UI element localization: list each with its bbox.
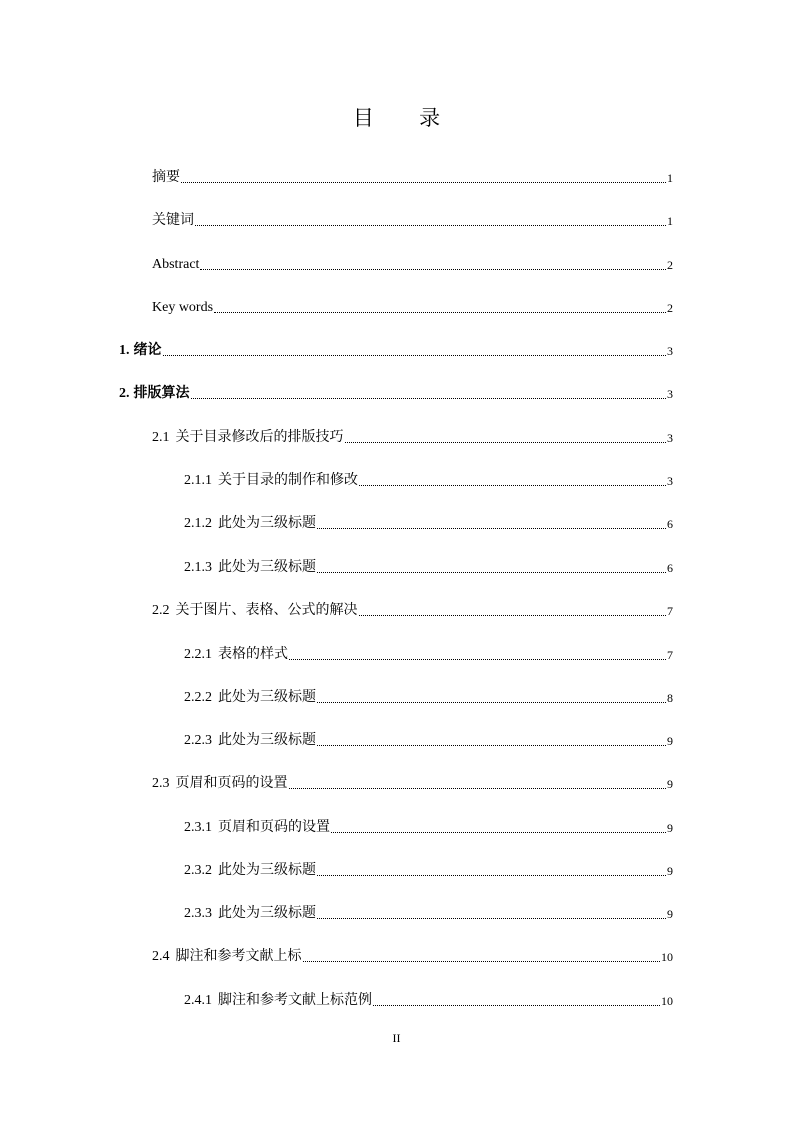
dot-leader (317, 745, 666, 746)
dot-leader (331, 832, 666, 833)
toc-entry-section-2-4-1[interactable] (184, 991, 673, 1011)
toc-entry-label: 2.4 脚注和参考文献上标 (152, 947, 302, 967)
toc-entry-label: 2.2.2 此处为三级标题 (184, 688, 316, 708)
toc-entry-section-2-1-1[interactable] (184, 471, 673, 491)
toc-entry-section-2-2-3[interactable] (184, 731, 673, 751)
toc-entry-label: 2.1 关于目录修改后的排版技巧 (152, 428, 344, 448)
toc-entry-section-2-2-2[interactable] (184, 688, 673, 708)
toc-entry-number: 1. (119, 343, 130, 358)
toc-entry-label: 摘要 (152, 170, 180, 185)
toc-page-number: 9 (667, 864, 673, 878)
toc-entry-label: 2.1.2 此处为三级标题 (184, 514, 316, 534)
dot-leader (163, 355, 667, 356)
toc-entry-label: 2.2.3 此处为三级标题 (184, 731, 316, 751)
dot-leader (317, 528, 666, 529)
toc-entry-chapter-1[interactable] (119, 341, 673, 361)
toc-entry-number: 2.3.3 (184, 906, 212, 921)
toc-entry-section-2-3-2[interactable] (184, 861, 673, 881)
toc-entry-abstract-cn[interactable] (152, 168, 673, 188)
dot-leader (359, 615, 667, 616)
toc-entry-keywords-en[interactable] (152, 298, 673, 318)
dot-leader (214, 312, 666, 313)
toc-entry-label: Abstract (152, 257, 200, 272)
toc-page-number: 3 (667, 387, 673, 401)
toc-page-number: 1 (667, 214, 673, 228)
toc-entry-section-2-2[interactable] (152, 601, 673, 621)
toc-page-number: 2 (667, 258, 673, 272)
dot-leader (345, 442, 667, 443)
toc-entry-section-2-1-3[interactable] (184, 558, 673, 578)
toc-title: 目 录 (352, 106, 461, 130)
dot-leader (359, 485, 666, 486)
dot-leader (195, 225, 666, 226)
dot-leader (200, 269, 666, 270)
toc-entry-abstract-en[interactable] (152, 255, 673, 275)
toc-page-number: 6 (667, 517, 673, 531)
toc-entry-section-2-1[interactable] (152, 428, 673, 448)
toc-entry-label: 2.1.1 关于目录的制作和修改 (184, 471, 358, 491)
toc-entry-number: 2.2.3 (184, 733, 212, 748)
toc-page-number: 1 (667, 171, 673, 185)
toc-entry-label: 2. 排版算法 (119, 384, 190, 404)
toc-page-number: 9 (667, 734, 673, 748)
toc-entry-chapter-2[interactable] (119, 384, 673, 404)
toc-page-number: 10 (661, 994, 673, 1008)
toc-page-number: 9 (667, 777, 673, 791)
toc-entry-section-2-4[interactable] (152, 947, 673, 967)
toc-entry-number: 2.4.1 (184, 993, 212, 1008)
toc-entry-number: 2.3 (152, 776, 170, 791)
toc-entry-label: 2.4.1 脚注和参考文献上标范例 (184, 991, 372, 1011)
toc-entry-label: 1. 绪论 (119, 341, 162, 361)
dot-leader (191, 398, 667, 399)
dot-leader (317, 918, 666, 919)
dot-leader (373, 1005, 660, 1006)
toc-page-number: 3 (667, 431, 673, 445)
toc-page-number: 8 (667, 691, 673, 705)
dot-leader (289, 788, 667, 789)
dot-leader (303, 961, 661, 962)
toc-entry-label: 2.3 页眉和页码的设置 (152, 774, 288, 794)
toc-page-number: 6 (667, 561, 673, 575)
toc-page-number: 9 (667, 907, 673, 921)
toc-page-number: 9 (667, 821, 673, 835)
toc-entry-label: Key words (152, 300, 214, 315)
toc-entry-number: 2.1.1 (184, 473, 212, 488)
toc-entry-label: 2.1.3 此处为三级标题 (184, 558, 316, 578)
toc-entry-number: 2.1.2 (184, 516, 212, 531)
toc-page-number: 10 (661, 950, 673, 964)
toc-entry-section-2-2-1[interactable] (184, 645, 673, 665)
toc-entry-keywords-cn[interactable] (152, 211, 673, 231)
toc-entry-number: 2.3.1 (184, 820, 212, 835)
dot-leader (289, 659, 666, 660)
dot-leader (317, 702, 666, 703)
toc-entry-number: 2.1 (152, 430, 170, 445)
dot-leader (317, 875, 666, 876)
dot-leader (317, 572, 666, 573)
toc-entry-label: 2.2.1 表格的样式 (184, 645, 288, 665)
toc-entry-section-2-3[interactable] (152, 774, 673, 794)
toc-entry-section-2-1-2[interactable] (184, 514, 673, 534)
toc-entry-label: 2.3.3 此处为三级标题 (184, 904, 316, 924)
toc-entry-number: 2.1.3 (184, 560, 212, 575)
page-number-footer: II (392, 1031, 401, 1045)
toc-entry-section-2-3-1[interactable] (184, 818, 673, 838)
toc-entry-number: 2.3.2 (184, 863, 212, 878)
toc-entry-label: 关键词 (152, 213, 194, 228)
toc-page-number: 7 (667, 648, 673, 662)
toc-entry-number: 2.2 (152, 603, 170, 618)
toc-entry-label: 2.2 关于图片、表格、公式的解决 (152, 601, 358, 621)
toc-entry-section-2-3-3[interactable] (184, 904, 673, 924)
toc-page-number: 7 (667, 604, 673, 618)
toc-entry-number: 2.2.1 (184, 647, 212, 662)
toc-page-number: 3 (667, 344, 673, 358)
toc-entry-number: 2. (119, 386, 130, 401)
dot-leader (181, 182, 666, 183)
toc-page-number: 2 (667, 301, 673, 315)
toc-entry-label: 2.3.2 此处为三级标题 (184, 861, 316, 881)
toc-entry-number: 2.4 (152, 949, 170, 964)
toc-entry-label: 2.3.1 页眉和页码的设置 (184, 818, 330, 838)
toc-entry-number: 2.2.2 (184, 690, 212, 705)
toc-page-number: 3 (667, 474, 673, 488)
